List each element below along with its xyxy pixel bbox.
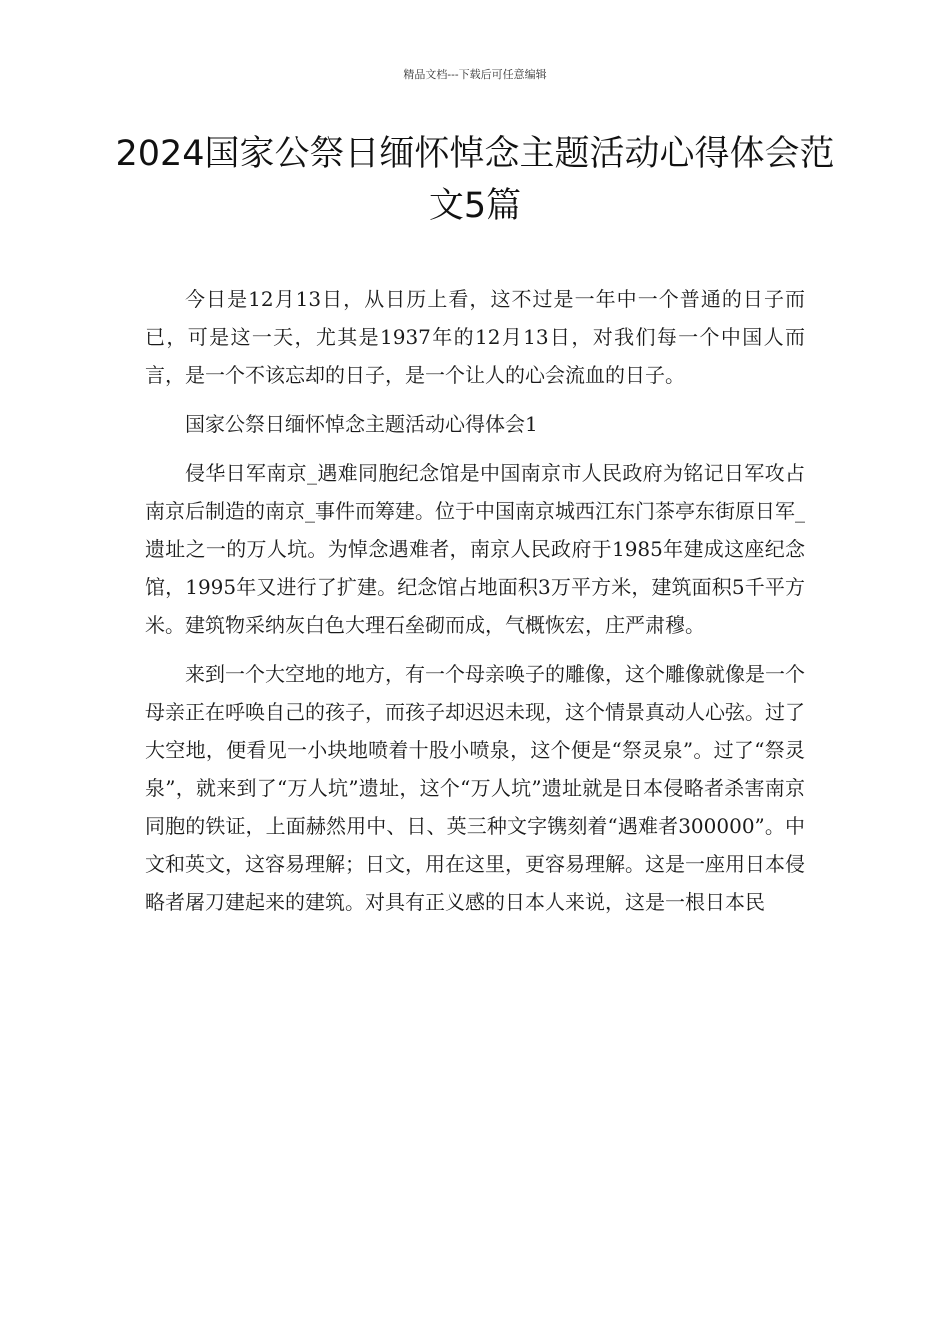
document-body: [145, 280, 805, 932]
section-heading-1: 国家公祭日缅怀悼念主题活动心得体会1: [185, 412, 538, 436]
document-header-note: 精品文档---下载后可任意编辑: [403, 68, 547, 81]
document-title: 2024国家公祭日缅怀悼念主题活动心得体会范文5篇: [115, 134, 835, 226]
paragraph-memorial-description: 侵华日军南京_遇难同胞纪念馆是中国南京市人民政府为铭记日军攻占南京后制造的南京_事件而筹建。位于中国南京城西江东门茶亭东街原日军_遗址之一的万人坑。为悼念遇难者，南京人民政府于1985年建成这座纪念馆，1995年又进行了扩建。纪念馆占地面积3万平方米，建筑面积5千平方米。建筑物采纳灰白色大理石垒砌而成，气概恢宏，庄严肃穆。: [145, 461, 805, 637]
paragraph-visit-narrative: 来到一个大空地的地方，有一个母亲唤子的雕像，这个雕像就像是一个母亲正在呼唤自己的孩子，而孩子却迟迟未现，这个情景真动人心弦。过了大空地，便看见一小块地喷着十股小喷泉，这个便是“祭灵泉”。过了“祭灵泉”，就来到了“万人坑”遗址，这个“万人坑”遗址就是日本侵略者杀害南京同胞的铁证，上面赫然用中、日、英三种文字镌刻着“遇难者300000”。中文和英文，这容易理解；日文，用在这里，更容易理解。这是一座用日本侵略者屠刀建起来的建筑。对具有正义感的日本人来说，这是一根日本民: [145, 662, 805, 914]
paragraph-intro: 今日是12月13日，从日历上看，这不过是一年中一个普通的日子而已，可是这一天，尤其是1937年的12月13日，对我们每一个中国人而言，是一个不该忘却的日子，是一个让人的心会流血的日子。: [145, 287, 805, 387]
